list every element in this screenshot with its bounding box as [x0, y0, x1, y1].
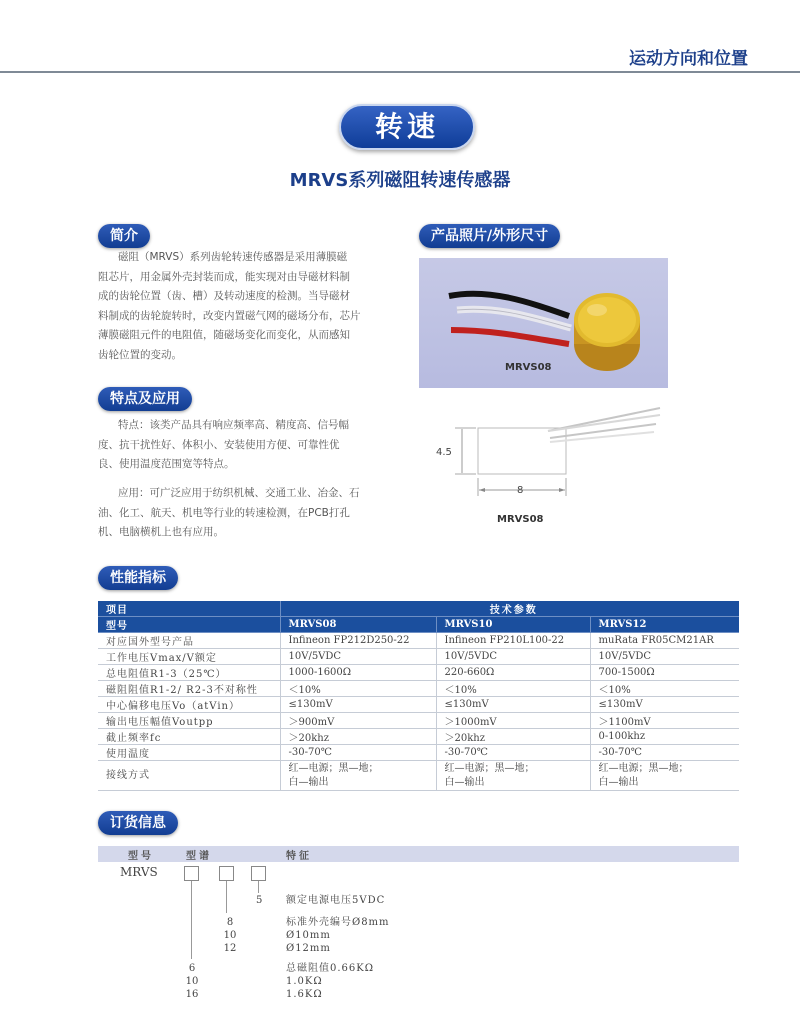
features-paragraph — [98, 416, 374, 475]
size-desc: 标准外壳编号Ø8mm — [286, 917, 390, 928]
row-label: 工作电压Vmax/V额定 — [98, 649, 280, 665]
table-cell: 1000-1600Ω — [280, 665, 436, 681]
intro-line: 薄膜磁阻元件的电阻值，随磁场变化而变化，从而感知 — [98, 329, 350, 341]
table-row — [98, 713, 739, 729]
resistance-codes — [182, 962, 202, 1001]
table-cell: 0-100khz — [590, 729, 739, 745]
features-heading: 特点及应用 — [98, 387, 192, 411]
size-code: 12 — [223, 943, 237, 954]
row-label: 总电阻值R1-3（25℃） — [98, 665, 280, 681]
order-col-model: 型号 — [128, 851, 154, 862]
application-line: 机、电脑横机上也有应用。 — [98, 526, 224, 538]
order-col-spec: 型谱 — [186, 851, 212, 862]
resistance-code: 10 — [185, 976, 199, 987]
header-cell-item: 项目 — [98, 601, 280, 617]
table-header-row — [98, 617, 739, 633]
header-cell-mrvs10: MRVS10 — [436, 617, 590, 633]
order-col-feature: 特征 — [286, 851, 312, 862]
row-label: 中心偏移电压Vo（atVin） — [98, 697, 280, 713]
table-cell: 10V/5VDC — [590, 649, 739, 665]
intro-paragraph — [98, 248, 374, 365]
photo-caption: MRVS08 — [505, 362, 552, 373]
size-desc: Ø10mm — [286, 930, 331, 941]
spec-box-resistance — [184, 866, 199, 881]
table-cell: 10V/5VDC — [436, 649, 590, 665]
product-series-title: MRVS系列磁阻转速传感器 — [289, 170, 511, 191]
table-row — [98, 649, 739, 665]
table-row — [98, 729, 739, 745]
table-cell: 700-1500Ω — [590, 665, 739, 681]
size-codes — [220, 916, 240, 955]
table-cell: -30-70℃ — [590, 745, 739, 761]
intro-heading: 简介 — [98, 224, 150, 248]
intro-line: 磁阻（MRVS）系列齿轮转速传感器是采用薄膜磁 — [118, 251, 348, 263]
header-cell-mrvs08: MRVS08 — [280, 617, 436, 633]
table-cell: muRata FR05CM21AR — [590, 633, 739, 649]
wiring-line: 白—输出 — [598, 776, 639, 788]
table-cell: -30-70℃ — [280, 745, 436, 761]
header-divider — [0, 71, 800, 73]
table-cell: ＞20khz — [436, 729, 590, 745]
resistance-desc: 总磁阻值0.66KΩ — [286, 963, 375, 974]
table-cell: ≤130mV — [436, 697, 590, 713]
voltage-code: 5 — [256, 895, 263, 906]
table-cell: ＞1000mV — [436, 713, 590, 729]
intro-line: 阻芯片，用金属外壳封装而成，能实现对由导磁材料制 — [98, 270, 350, 283]
table-cell: ≤130mV — [280, 697, 436, 713]
dimension-width-label: 8 — [517, 485, 524, 496]
table-row — [98, 697, 739, 713]
table-cell: -30-70℃ — [436, 745, 590, 761]
wiring-line: 红—电源；黑—地； — [598, 762, 689, 774]
wiring-cell — [280, 761, 436, 791]
resistance-desc: 1.6KΩ — [286, 989, 323, 1000]
feature-line: 良、使用温度范围宽等特点。 — [98, 458, 235, 470]
spec-box-voltage — [251, 866, 266, 881]
resistance-descs — [286, 962, 374, 1001]
voltage-desc: 额定电源电压5VDC — [286, 895, 386, 906]
resistance-desc: 1.0KΩ — [286, 976, 323, 987]
connector-line — [191, 881, 192, 959]
table-cell: ＜10% — [590, 681, 739, 697]
order-heading: 订货信息 — [98, 811, 178, 835]
feature-line: 特点：该类产品具有响应频率高、精度高、信号幅 — [118, 419, 349, 431]
row-label: 输出电压幅值Voutpp — [98, 713, 280, 729]
application-paragraph — [98, 484, 374, 543]
row-label: 对应国外型号产品 — [98, 633, 280, 649]
spec-box-size — [219, 866, 234, 881]
table-row-wiring — [98, 761, 739, 791]
table-cell: 10V/5VDC — [280, 649, 436, 665]
dimension-height-label: 4.5 — [436, 447, 452, 458]
wiring-cell — [436, 761, 590, 791]
dimension-drawing — [430, 398, 670, 510]
section-header-title: 运动方向和位置 — [629, 49, 748, 69]
wiring-line: 红—电源；黑—地； — [444, 762, 535, 774]
intro-line: 成的齿轮位置（齿、槽）及转动速度的检测。当导磁材 — [98, 290, 350, 302]
application-line: 油、化工、航天、机电等行业的转速检测，在PCB打孔 — [98, 506, 350, 519]
order-model-name: MRVS — [120, 865, 158, 879]
table-cell: ＜10% — [280, 681, 436, 697]
header-cell-specs: 技术参数 — [280, 601, 739, 617]
wiring-line: 白—输出 — [444, 776, 485, 788]
table-header-row — [98, 601, 739, 617]
performance-table — [98, 601, 739, 791]
performance-heading: 性能指标 — [98, 566, 178, 590]
table-cell: ＜10% — [436, 681, 590, 697]
size-desc: Ø12mm — [286, 943, 331, 954]
wiring-cell — [590, 761, 739, 791]
resistance-code: 6 — [188, 963, 196, 974]
size-code: 10 — [223, 930, 237, 941]
size-descs — [286, 916, 390, 955]
intro-line: 齿轮位置的变动。 — [98, 348, 182, 361]
table-row — [98, 633, 739, 649]
intro-line: 料制成的齿轮旋转时，改变内置磁气网的磁场分布，芯片 — [98, 309, 361, 322]
table-row — [98, 681, 739, 697]
row-label: 使用温度 — [98, 745, 280, 761]
wiring-line: 白—输出 — [288, 776, 329, 788]
resistance-code: 16 — [185, 989, 199, 1000]
table-cell: 220-660Ω — [436, 665, 590, 681]
table-cell: Infineon FP212D250-22 — [280, 633, 436, 649]
row-label: 磁阻阻值R1-2/ R2-3不对称性 — [98, 681, 280, 697]
table-cell: ＞900mV — [280, 713, 436, 729]
application-line: 应用：可广泛应用于纺织机械、交通工业、冶金、石 — [118, 487, 360, 499]
row-label: 接线方式 — [98, 761, 280, 791]
main-title-badge: 转速 — [339, 104, 475, 150]
table-row — [98, 745, 739, 761]
table-row — [98, 665, 739, 681]
feature-line: 度、抗干扰性好、体积小、安装使用方便、可靠性优 — [98, 438, 340, 451]
row-label: 截止频率fc — [98, 729, 280, 745]
table-cell: ＞20khz — [280, 729, 436, 745]
table-cell: ≤130mV — [590, 697, 739, 713]
size-code: 8 — [226, 917, 234, 928]
photo-heading: 产品照片/外形尺寸 — [419, 224, 560, 248]
table-cell: ＞1100mV — [590, 713, 739, 729]
header-cell-mrvs12: MRVS12 — [590, 617, 739, 633]
connector-line — [226, 881, 227, 913]
table-cell: Infineon FP210L100-22 — [436, 633, 590, 649]
connector-line — [258, 881, 259, 893]
wiring-line: 红—电源；黑—地； — [288, 762, 379, 774]
header-cell-model: 型号 — [98, 617, 280, 633]
drawing-caption: MRVS08 — [497, 514, 544, 525]
